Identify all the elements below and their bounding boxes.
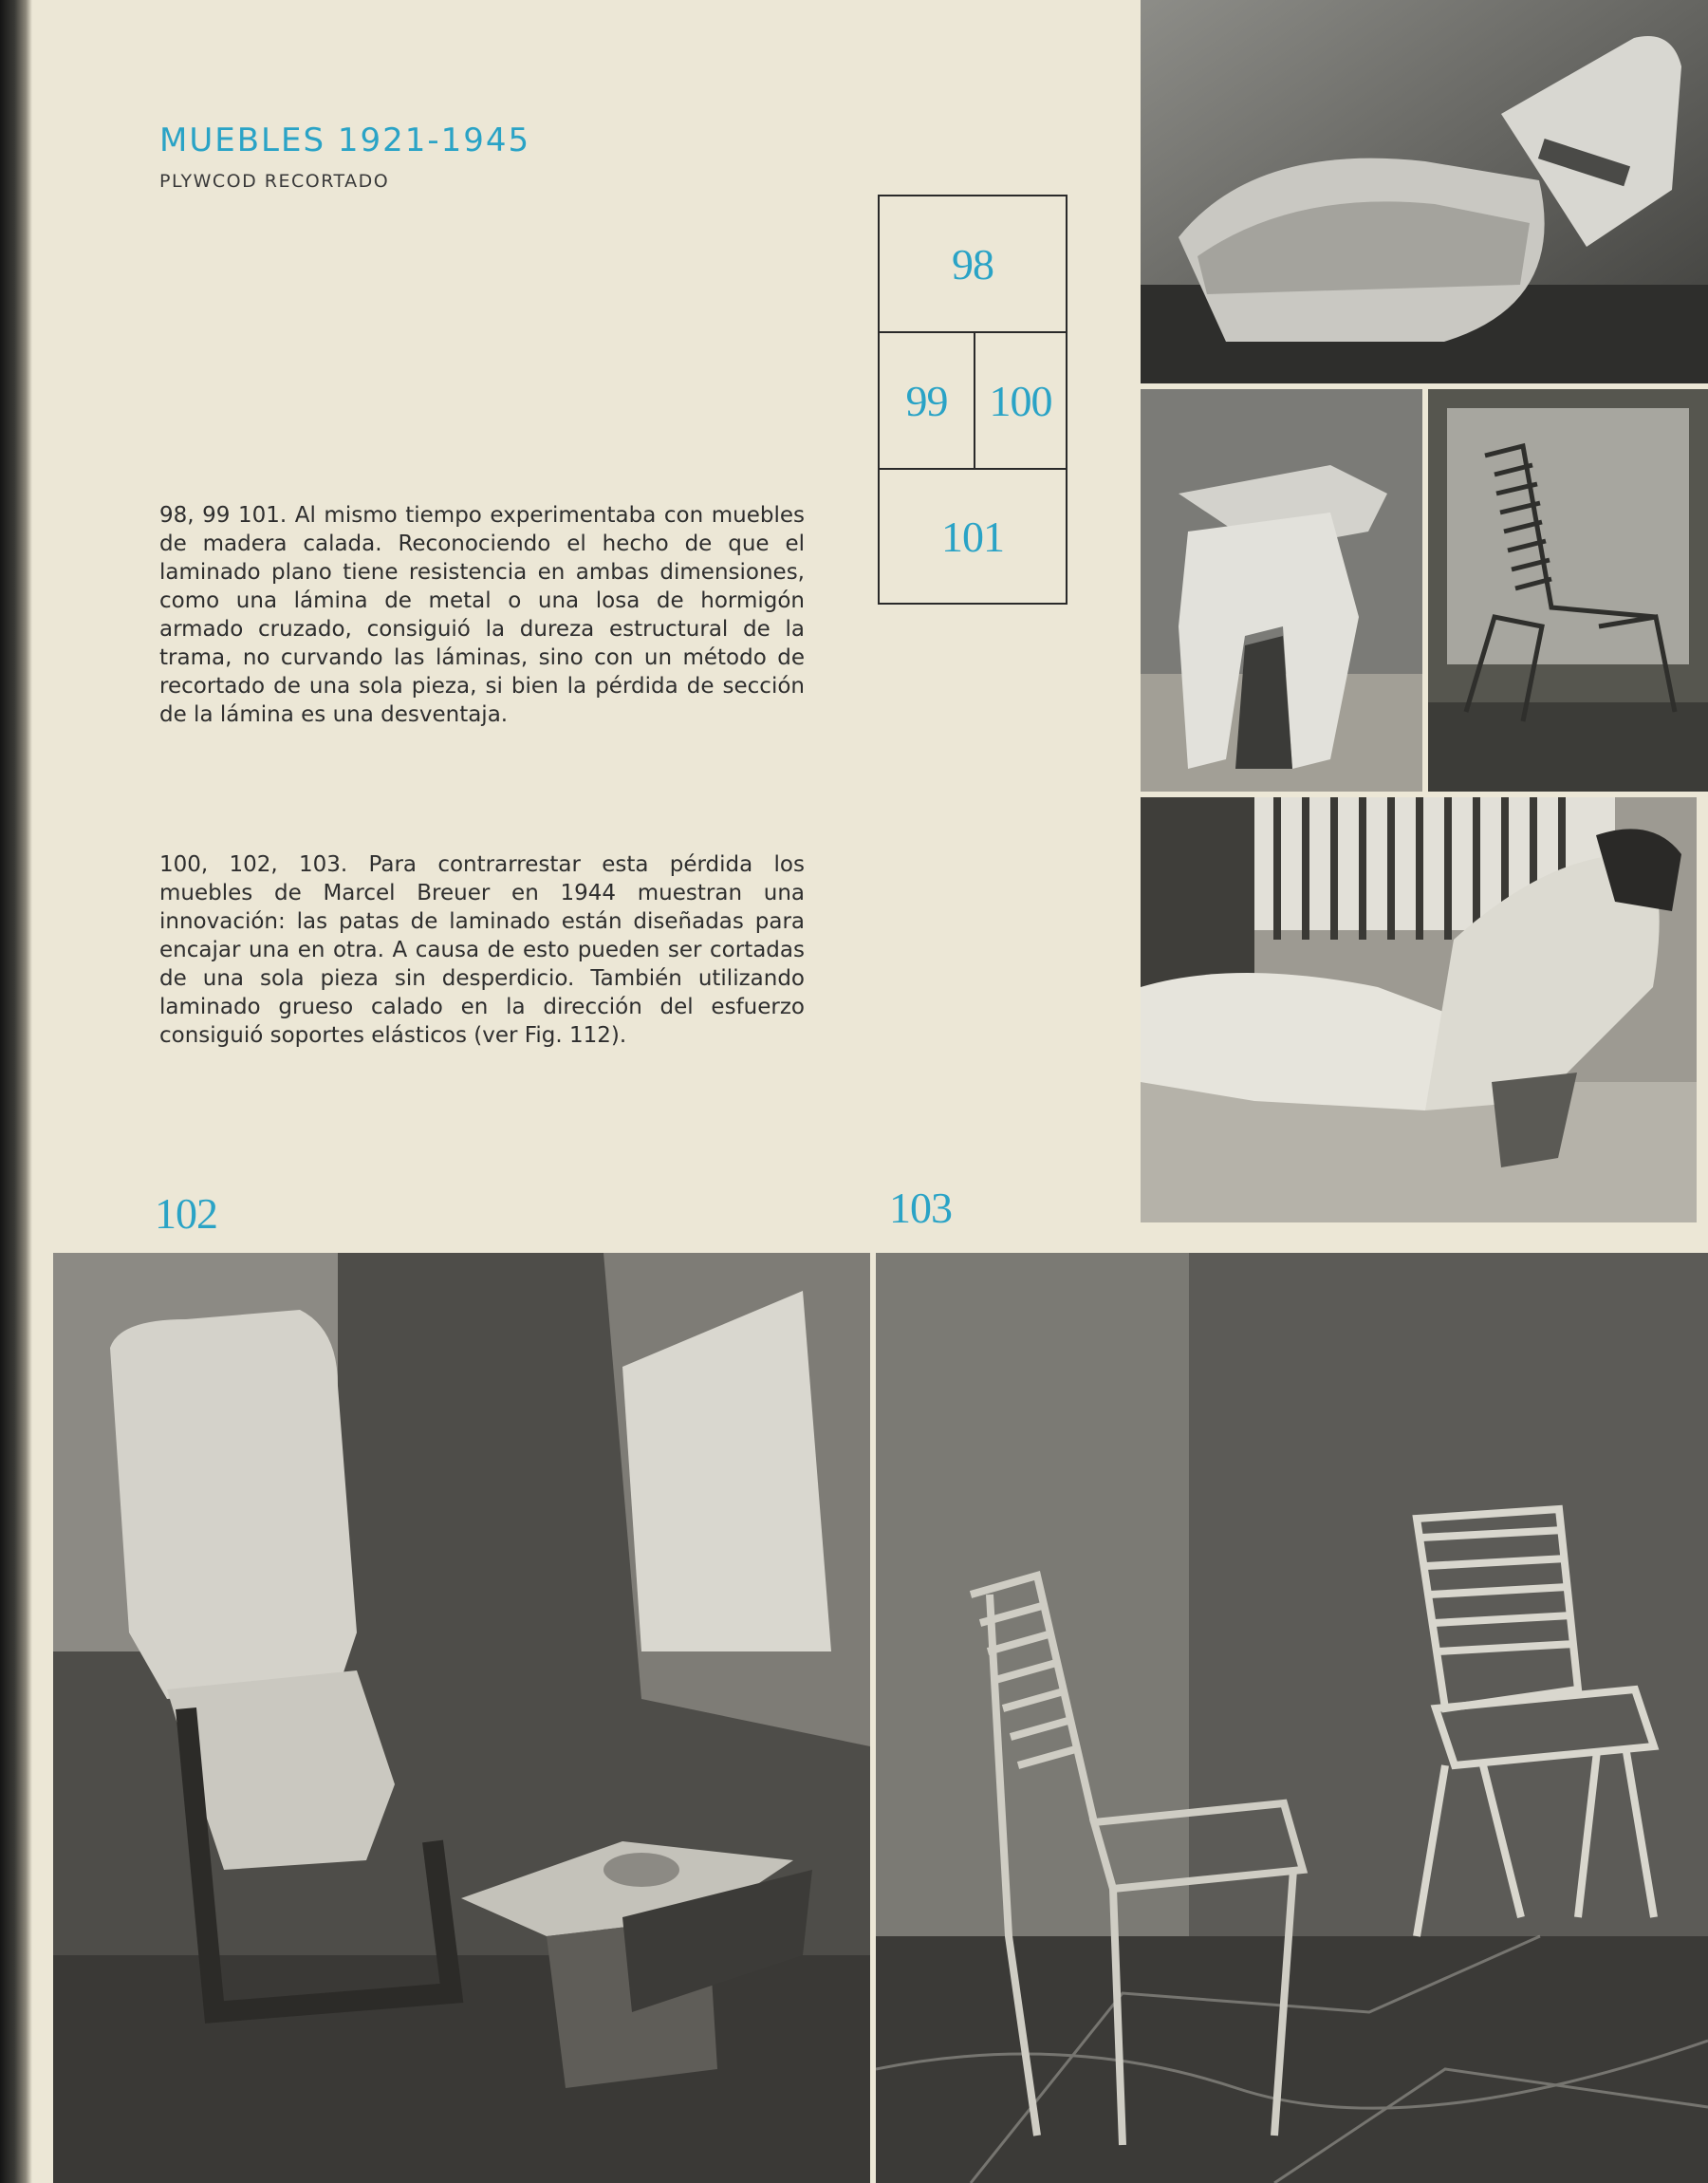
photo-101-lounge-chair-room xyxy=(1141,797,1697,1222)
photo-100-slatted-lounge-chair xyxy=(1428,389,1708,792)
photo-99-cutout-chair xyxy=(1141,389,1422,792)
figure-index-diagram xyxy=(878,195,1068,605)
figure-label-103: 103 xyxy=(889,1184,952,1232)
book-binding-shadow xyxy=(0,0,32,2183)
figure-index-98: 98 xyxy=(878,195,1068,333)
figure-index-100: 100 xyxy=(974,331,1068,470)
figure-index-101: 101 xyxy=(878,468,1068,605)
page-title: MUEBLES 1921-1945 xyxy=(159,121,531,159)
photo-102-armchair-side-table xyxy=(53,1253,870,2183)
figure-label-102: 102 xyxy=(155,1189,217,1238)
paragraph-figs-98-99-101: 98, 99 101. Al mismo tiempo experimentaba con muebles de madera calada. Reconociendo el hecho de que el laminado plano tiene resistencia en ambas dimensiones, como una lámina de metal o una losa de hormigón armado cruzado, consiguió la dureza estructural de la trama, no curvando las láminas, sino con un método de recortado de una sola pieza, si bien la pérdida de sección de la lámina es una desventaja. xyxy=(159,503,805,727)
paragraph-figs-100-102-103: 100, 102, 103. Para contrarrestar esta pérdida los muebles de Marcel Breuer en 1944 muestran una innovación: las patas de laminado están diseñadas para encajar una en otra. A causa de esto pueden ser cortadas de una sola pieza sin desperdicio. También utilizando laminado grueso calado en la dirección del esfuerzo consiguió soportes elásticos (ver Fig. 112). xyxy=(159,852,805,1048)
photo-103-stacking-chairs xyxy=(876,1253,1708,2183)
photo-98-chaise-longue xyxy=(1141,0,1708,383)
figure-index-99: 99 xyxy=(878,331,975,470)
page-subtitle: PLYWCOD RECORTADO xyxy=(159,171,390,192)
